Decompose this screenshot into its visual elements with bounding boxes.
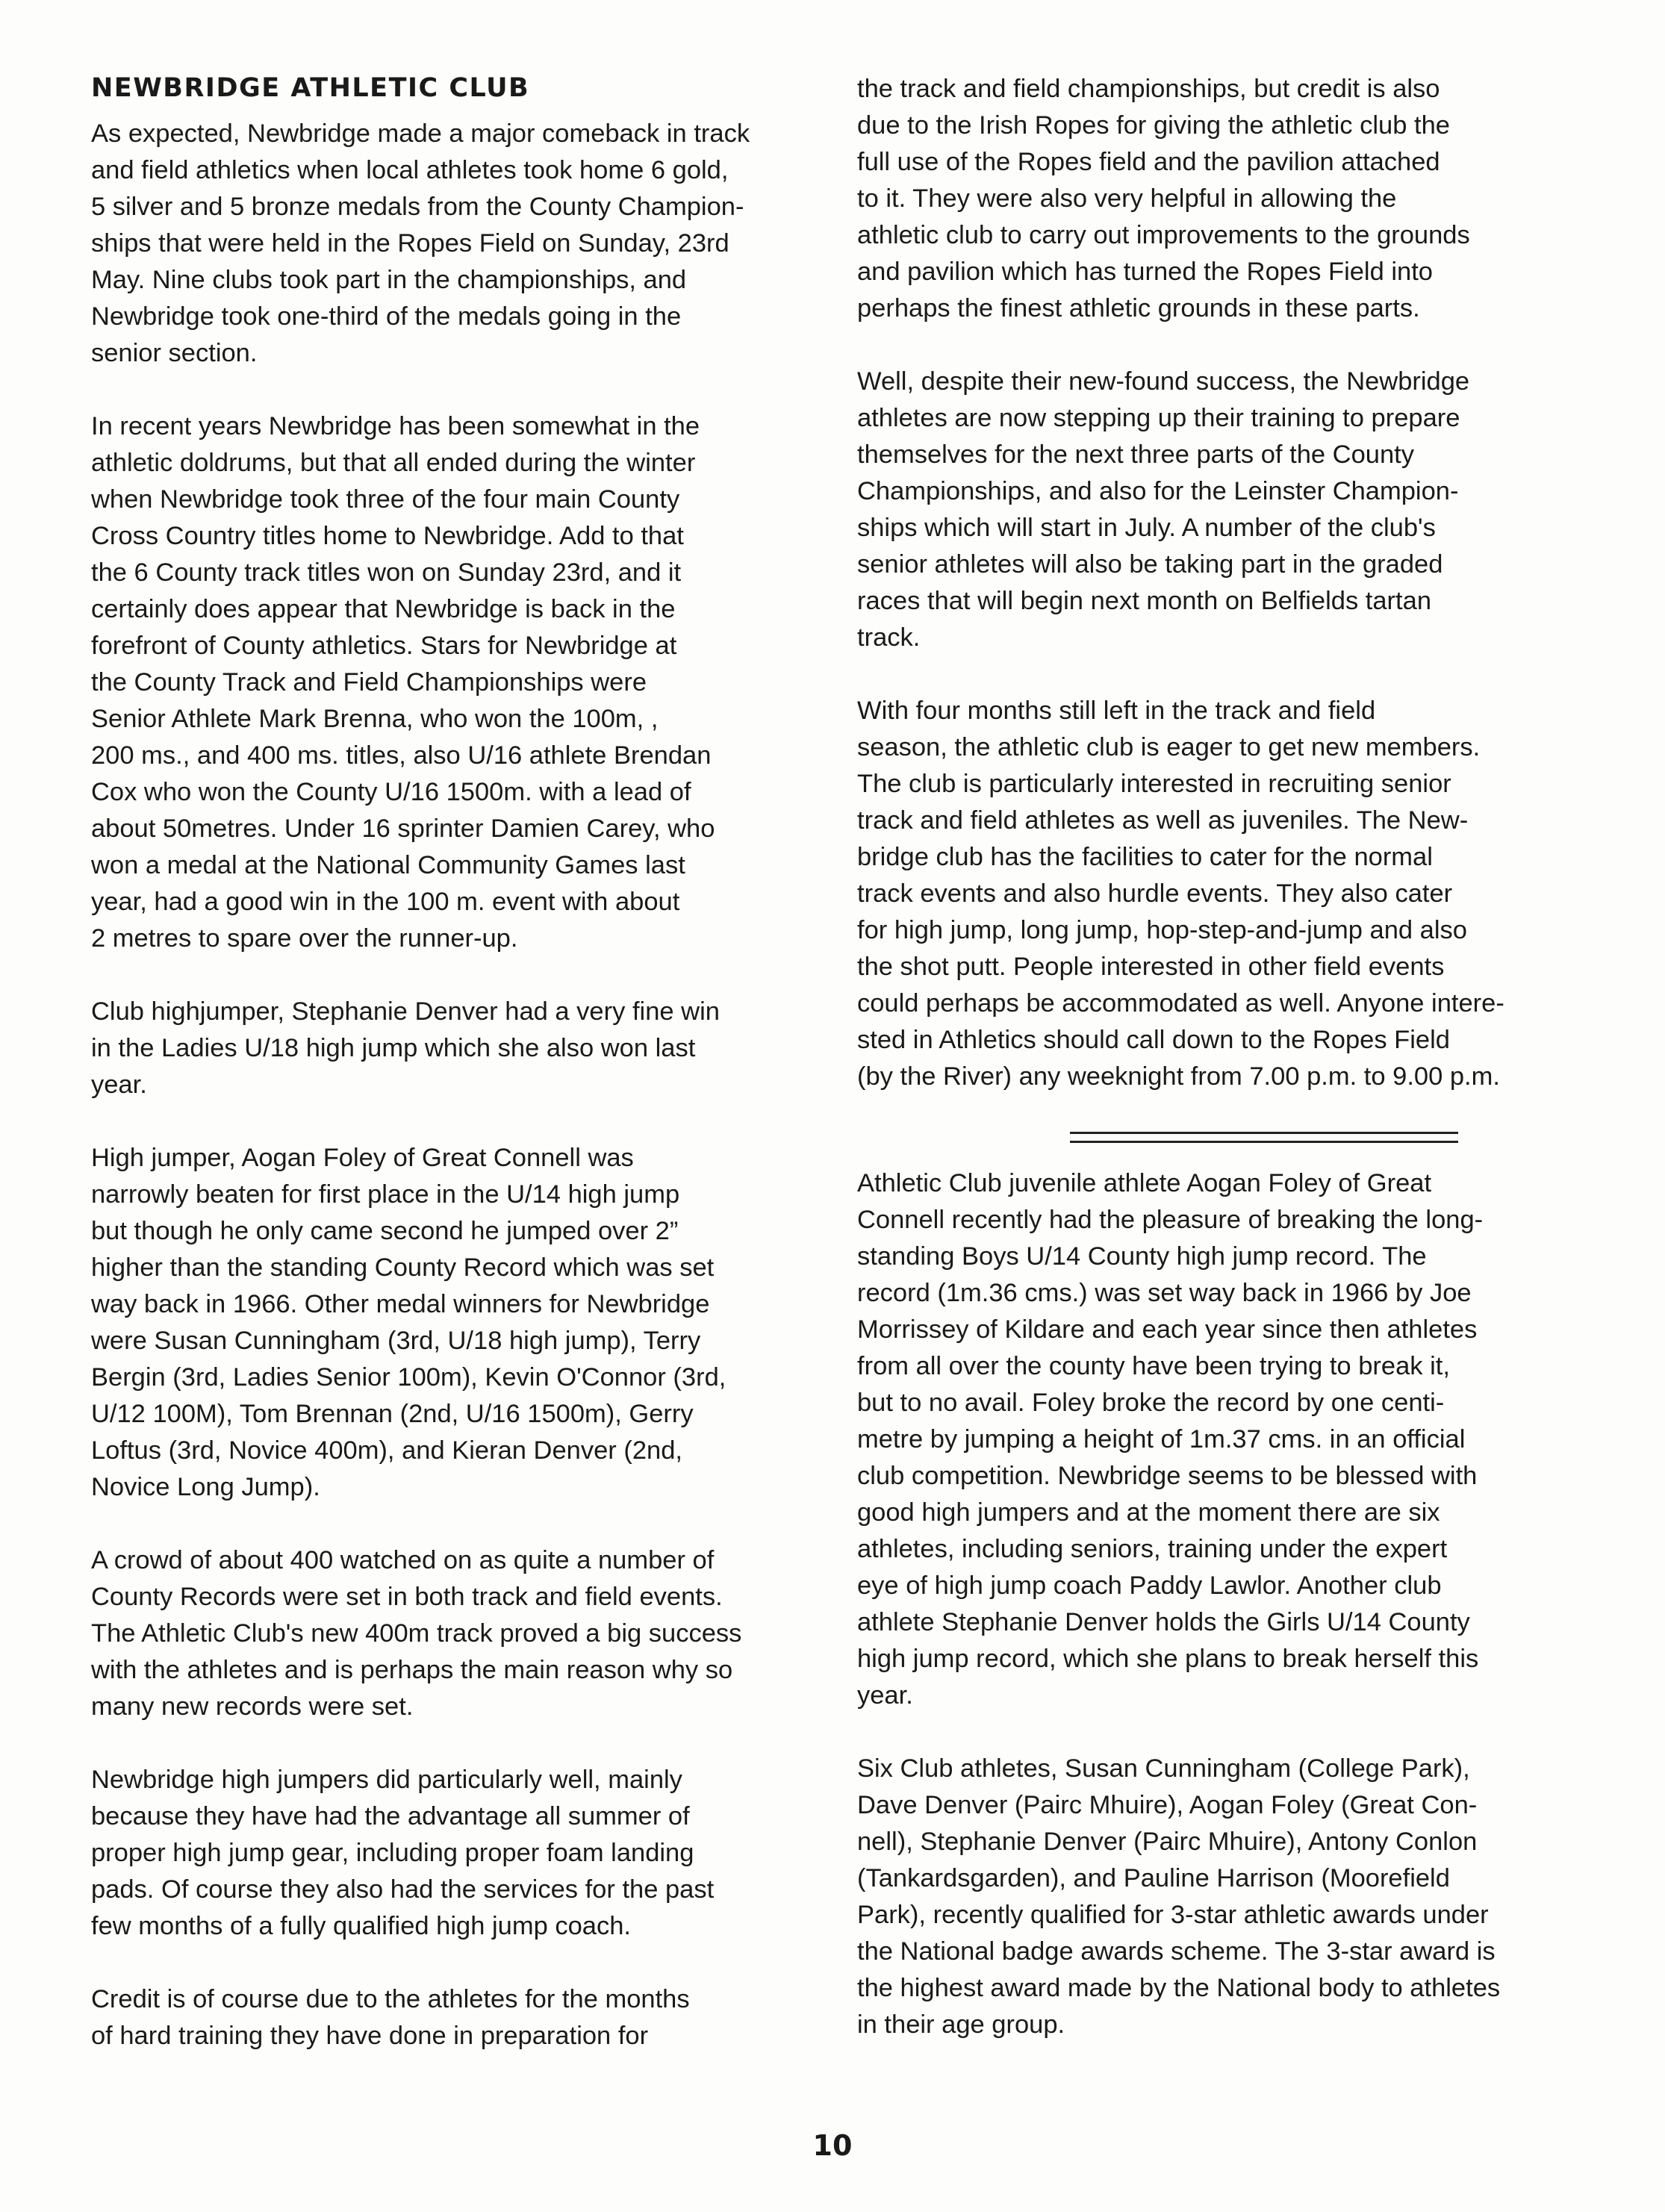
- section-divider: [1070, 1132, 1458, 1143]
- text-line: higher than the standing County Record which was set: [91, 1253, 715, 1282]
- text-line: season, the athletic club is eager to get new members.: [857, 733, 1481, 761]
- text-line: County Records were set in both track and field events.: [91, 1583, 723, 1611]
- text-line: metre by jumping a height of 1m.37 cms. in an official: [857, 1425, 1466, 1454]
- text-line: Bergin (3rd, Ladies Senior 100m), Kevin O'Connor (3rd,: [91, 1363, 726, 1392]
- text-line: A crowd of about 400 watched on as quite a number of: [91, 1546, 715, 1574]
- text-line: but though he only came second he jumped over 2”: [91, 1217, 679, 1245]
- text-line: high jump record, which she plans to break herself this: [857, 1645, 1479, 1673]
- paragraph: [857, 364, 1604, 656]
- page-number: 10: [812, 2129, 853, 2162]
- right-column: [857, 71, 1604, 2080]
- text-line: many new records were set.: [91, 1692, 414, 1721]
- text-line: the 6 County track titles won on Sunday 23rd, and it: [91, 558, 682, 587]
- text-line: 200 ms., and 400 ms. titles, also U/16 athlete Brendan: [91, 741, 712, 770]
- text-line: were Susan Cunningham (3rd, U/18 high jump), Terry: [91, 1327, 701, 1355]
- text-line: of hard training they have done in preparation for: [91, 2022, 649, 2050]
- text-line: but to no avail. Foley broke the record by one centi-: [857, 1389, 1445, 1417]
- right-bottom-paragraphs: [857, 1165, 1604, 2043]
- text-line: Dave Denver (Pairc Mhuire), Aogan Foley (Great Con-: [857, 1791, 1478, 1819]
- text-line: good high jumpers and at the moment there are six: [857, 1498, 1440, 1527]
- text-line: perhaps the finest athletic grounds in these parts.: [857, 294, 1420, 323]
- text-line: ships that were held in the Ropes Field on Sunday, 23rd: [91, 229, 729, 258]
- right-top-paragraphs: [857, 71, 1604, 1095]
- text-line: pads. Of course they also had the services for the past: [91, 1875, 715, 1904]
- text-line: Loftus (3rd, Novice 400m), and Kieran Denver (2nd,: [91, 1436, 682, 1465]
- text-line: track and field athletes as well as juveniles. The New-: [857, 806, 1469, 835]
- paragraph: [91, 1140, 808, 1506]
- text-line: Cox who won the County U/16 1500m. with a lead of: [91, 778, 691, 806]
- text-line: athletes, including seniors, training under the expert: [857, 1535, 1448, 1563]
- text-line: in their age group.: [857, 2010, 1065, 2039]
- text-line: senior athletes will also be taking part in the graded: [857, 550, 1443, 579]
- paragraph: [857, 1751, 1604, 2043]
- text-line: Newbridge took one-third of the medals going in the: [91, 302, 682, 331]
- paragraph: [91, 408, 808, 957]
- text-line: Cross Country titles home to Newbridge. Add to that: [91, 522, 684, 550]
- text-line: Athletic Club juvenile athlete Aogan Foley of Great: [857, 1169, 1432, 1197]
- text-line: way back in 1966. Other medal winners for Newbridge: [91, 1290, 710, 1318]
- text-line: because they have had the advantage all summer of: [91, 1802, 690, 1831]
- text-line: the National badge awards scheme. The 3-star award is: [857, 1937, 1496, 1966]
- text-line: due to the Irish Ropes for giving the athletic club the: [857, 111, 1450, 140]
- paragraph: [91, 1981, 808, 2054]
- text-line: Senior Athlete Mark Brenna, who won the 100m, ,: [91, 705, 659, 733]
- text-line: athletic doldrums, but that all ended during the winter: [91, 449, 696, 477]
- text-line: Connell recently had the pleasure of breaking the long-: [857, 1206, 1484, 1234]
- article-title: NEWBRIDGE ATHLETIC CLUB: [91, 73, 530, 103]
- text-line: In recent years Newbridge has been somewhat in the: [91, 412, 700, 440]
- text-line: bridge club has the facilities to cater for the normal: [857, 843, 1433, 871]
- text-line: about 50metres. Under 16 sprinter Damien Carey, who: [91, 814, 715, 843]
- text-line: ships which will start in July. A number of the club's: [857, 514, 1436, 542]
- paragraph: [857, 1165, 1604, 1714]
- text-line: May. Nine clubs took part in the championships, and: [91, 266, 687, 294]
- text-line: Six Club athletes, Susan Cunningham (College Park),: [857, 1754, 1470, 1783]
- text-line: the highest award made by the National body to athletes: [857, 1974, 1501, 2002]
- text-line: Novice Long Jump).: [91, 1473, 320, 1501]
- text-line: athletes are now stepping up their training to prepare: [857, 404, 1460, 432]
- text-line: 5 silver and 5 bronze medals from the County Champion-: [91, 193, 744, 221]
- text-line: U/12 100M), Tom Brennan (2nd, U/16 1500m), Gerry: [91, 1400, 694, 1428]
- text-line: for high jump, long jump, hop-step-and-jump and also: [857, 916, 1467, 944]
- text-line: (Tankardsgarden), and Pauline Harrison (Moorefield: [857, 1864, 1450, 1892]
- text-line: sted in Athletics should call down to the Ropes Field: [857, 1026, 1450, 1054]
- text-line: themselves for the next three parts of the County: [857, 440, 1414, 469]
- text-line: standing Boys U/14 County high jump record. The: [857, 1242, 1427, 1271]
- text-line: Well, despite their new-found success, the Newbridge: [857, 367, 1470, 396]
- text-line: the shot putt. People interested in other field events: [857, 953, 1445, 981]
- text-line: As expected, Newbridge made a major comeback in track: [91, 119, 750, 148]
- text-line: club competition. Newbridge seems to be blessed with: [857, 1462, 1478, 1490]
- text-line: Championships, and also for the Leinster Champion-: [857, 477, 1459, 505]
- text-line: nell), Stephanie Denver (Pairc Mhuire), Antony Conlon: [857, 1828, 1478, 1856]
- text-line: track events and also hurdle events. They also cater: [857, 879, 1453, 908]
- text-line: athletic club to carry out improvements to the grounds: [857, 221, 1470, 249]
- paragraph: [91, 994, 808, 1103]
- text-line: certainly does appear that Newbridge is back in the: [91, 595, 676, 623]
- text-line: record (1m.36 cms.) was set way back in 1966 by Joe: [857, 1279, 1472, 1307]
- paragraph: [91, 1542, 808, 1725]
- text-line: 2 metres to spare over the runner-up.: [91, 924, 518, 953]
- paragraph: [91, 116, 808, 372]
- text-line: races that will begin next month on Belfields tartan: [857, 587, 1432, 615]
- text-line: from all over the county have been trying to break it,: [857, 1352, 1450, 1380]
- text-line: With four months still left in the track and field: [857, 697, 1376, 725]
- text-line: Credit is of course due to the athletes for the months: [91, 1985, 690, 2013]
- text-line: in the Ladies U/18 high jump which she also won last: [91, 1034, 696, 1062]
- text-line: Park), recently qualified for 3-star athletic awards under: [857, 1901, 1489, 1929]
- text-line: senior section.: [91, 339, 258, 367]
- text-line: won a medal at the National Community Games last: [91, 851, 685, 879]
- text-line: the track and field championships, but credit is also: [857, 75, 1440, 103]
- text-line: could perhaps be accommodated as well. Anyone intere-: [857, 989, 1504, 1018]
- text-line: Morrissey of Kildare and each year since then athletes: [857, 1315, 1478, 1344]
- paragraph: [91, 1762, 808, 1945]
- text-line: The Athletic Club's new 400m track proved a big success: [91, 1619, 742, 1648]
- text-line: forefront of County athletics. Stars for Newbridge at: [91, 632, 677, 660]
- text-line: High jumper, Aogan Foley of Great Connell was: [91, 1144, 634, 1172]
- text-line: with the athletes and is perhaps the main reason why so: [91, 1656, 733, 1684]
- text-line: and pavilion which has turned the Ropes Field into: [857, 258, 1433, 286]
- text-line: to it. They were also very helpful in allowing the: [857, 184, 1397, 213]
- text-line: eye of high jump coach Paddy Lawlor. Another club: [857, 1571, 1442, 1600]
- paragraph: [857, 693, 1604, 1095]
- text-line: when Newbridge took three of the four main County: [91, 485, 680, 514]
- text-line: year.: [91, 1071, 147, 1099]
- text-line: narrowly beaten for first place in the U/14 high jump: [91, 1180, 680, 1209]
- text-line: the County Track and Field Championships were: [91, 668, 647, 697]
- left-column: [91, 71, 808, 2091]
- text-line: year, had a good win in the 100 m. event with about: [91, 888, 680, 916]
- text-line: year.: [857, 1681, 913, 1710]
- text-line: proper high jump gear, including proper foam landing: [91, 1839, 694, 1867]
- left-paragraphs: [91, 116, 808, 2054]
- text-line: athlete Stephanie Denver holds the Girls U/14 County: [857, 1608, 1470, 1636]
- text-line: track.: [857, 623, 921, 652]
- paragraph: [857, 71, 1604, 327]
- text-line: few months of a fully qualified high jump coach.: [91, 1912, 631, 1940]
- text-line: Club highjumper, Stephanie Denver had a very fine win: [91, 997, 720, 1026]
- text-line: Newbridge high jumpers did particularly well, mainly: [91, 1766, 682, 1794]
- text-line: The club is particularly interested in recruiting senior: [857, 770, 1451, 798]
- text-line: and field athletics when local athletes took home 6 gold,: [91, 156, 729, 184]
- text-line: full use of the Ropes field and the pavilion attached: [857, 148, 1440, 176]
- text-line: (by the River) any weeknight from 7.00 p.m. to 9.00 p.m.: [857, 1062, 1500, 1091]
